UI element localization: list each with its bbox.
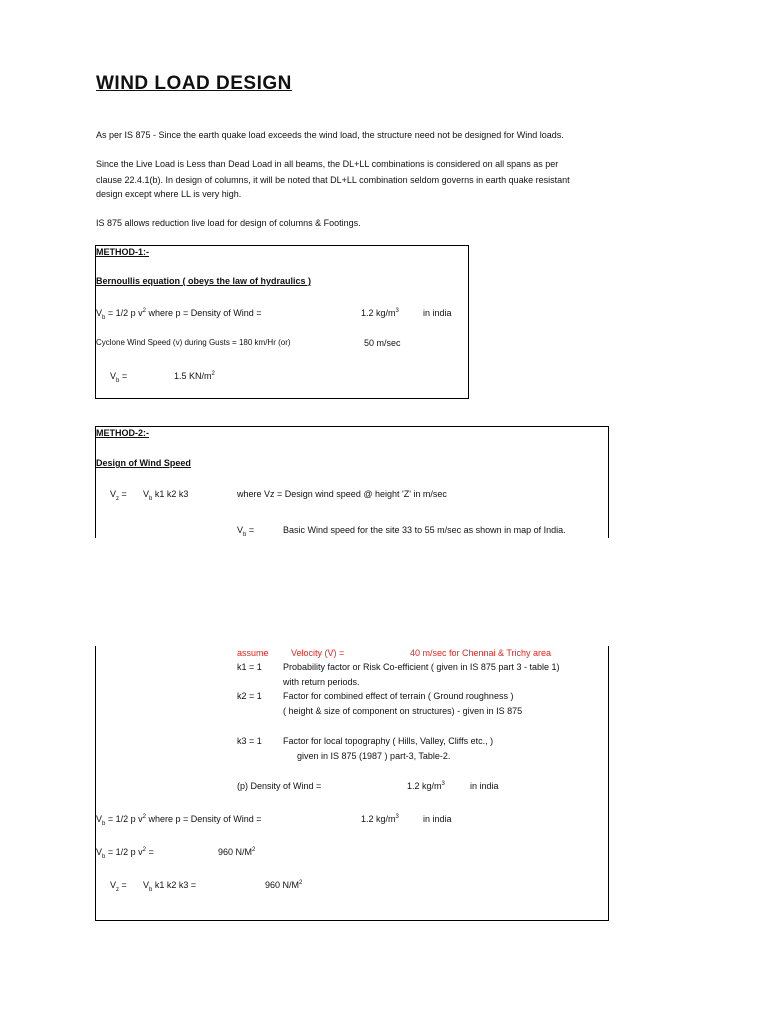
- vb-value: 1.5 $KN/m^2$: [174, 371, 215, 381]
- k2-label: k2 = 1: [237, 691, 262, 701]
- k3-label: k3 = 1: [237, 736, 262, 746]
- vb-basic-description: Basic Wind speed for the site 33 to 55 m/sec as shown in map of India.: [283, 525, 566, 535]
- vb-result-value: 960 $N/M^2$: [218, 847, 256, 857]
- k1-description-line-1: Probability factor or Risk Co-efficient ( given in IS 875 part 3 - table 1): [283, 662, 560, 672]
- method-1-heading: METHOD-1:-: [96, 247, 149, 257]
- bernoulli-equation-2-value: 1.2 $kg/m^3$: [361, 814, 399, 824]
- k1-label: k1 = 1: [237, 662, 262, 672]
- density-note: in india: [423, 308, 452, 318]
- k2-description-line-2: ( height & size of component on structures) - given in IS 875: [283, 706, 523, 716]
- intro-paragraph-3: IS 875 allows reduction live load for design of columns & Footings.: [96, 218, 361, 228]
- assume-velocity-label: Velocity (V) =: [291, 648, 345, 658]
- intro-paragraph-1: As per IS 875 - Since the earth quake load exceeds the wind load, the structure need not be designed for Wind loads.: [96, 130, 564, 140]
- vz-result-expression: $V_b$ k1 k2 k3 =: [143, 880, 197, 893]
- method-2-box-top: [95, 426, 609, 538]
- method-1-box: [95, 245, 469, 399]
- bernoulli-equation-2-note: in india: [423, 814, 452, 824]
- density-of-wind-note: in india: [470, 781, 499, 791]
- k3-description-line-1: Factor for local topography ( Hills, Valley, Cliffs etc., ): [283, 736, 494, 746]
- page-title: WIND LOAD DESIGN: [96, 73, 292, 94]
- bernoulli-equation-2: $V_b = 1/2$ p $v^2$ where p = Density of Wind =: [96, 814, 262, 827]
- method-2-subheading: Design of Wind Speed: [96, 458, 191, 468]
- density-of-wind-value: 1.2 $kg/m^3$: [407, 781, 445, 791]
- method-1-subheading: Bernoullis equation ( obeys the law of hydraulics ): [96, 276, 312, 286]
- cyclone-wind-speed-label: Cyclone Wind Speed (v) during Gusts = 180 km/Hr (or): [96, 338, 291, 347]
- density-of-wind-label: (p) Density of Wind =: [237, 781, 322, 791]
- assume-velocity-value: 40 m/sec for Chennai & Trichy area: [410, 648, 552, 658]
- intro-paragraph-2-line-1: Since the Live Load is Less than Dead Load in all beams, the DL+LL combinations is considered on all spans as per: [96, 159, 559, 169]
- vz-result-label: $V_z$ =: [110, 880, 127, 893]
- k3-description-line-2: given in IS 875 (1987 ) part-3, Table-2.: [297, 751, 451, 761]
- method-2-heading: METHOD-2:-: [96, 428, 149, 438]
- intro-paragraph-2-line-2: clause 22.4.1(b). In design of columns, it will be noted that DL+LL combination seldom governs in earth quake resistant: [96, 175, 570, 185]
- vb-basic-label: $V_b$ =: [237, 525, 255, 538]
- vz-result-value: 960 $N/M^2$: [265, 880, 303, 890]
- k1-description-line-2: with return periods.: [283, 677, 360, 687]
- intro-paragraph-2-line-3: design except where LL is very high.: [96, 189, 242, 199]
- density-value: 1.2 $kg/m^3$: [361, 308, 399, 318]
- vb-label: $V_b$ =: [110, 371, 128, 384]
- vz-expression: $V_b$ k1 k2 k3: [143, 489, 189, 502]
- vb-result-equation: $V_b = 1/2$ p $v^2$ =: [96, 847, 154, 860]
- assume-label: assume: [237, 648, 269, 658]
- vz-label: $V_z$ =: [110, 489, 127, 502]
- cyclone-wind-speed-value: 50 m/sec: [364, 338, 401, 348]
- vz-where: where Vz = Design wind speed @ height 'Z' in m/sec: [237, 489, 447, 499]
- k2-description-line-1: Factor for combined effect of terrain ( Ground roughness ): [283, 691, 514, 701]
- bernoulli-equation: $V_b = 1/2$ p $v^2$ where p = Density of Wind =: [96, 308, 262, 321]
